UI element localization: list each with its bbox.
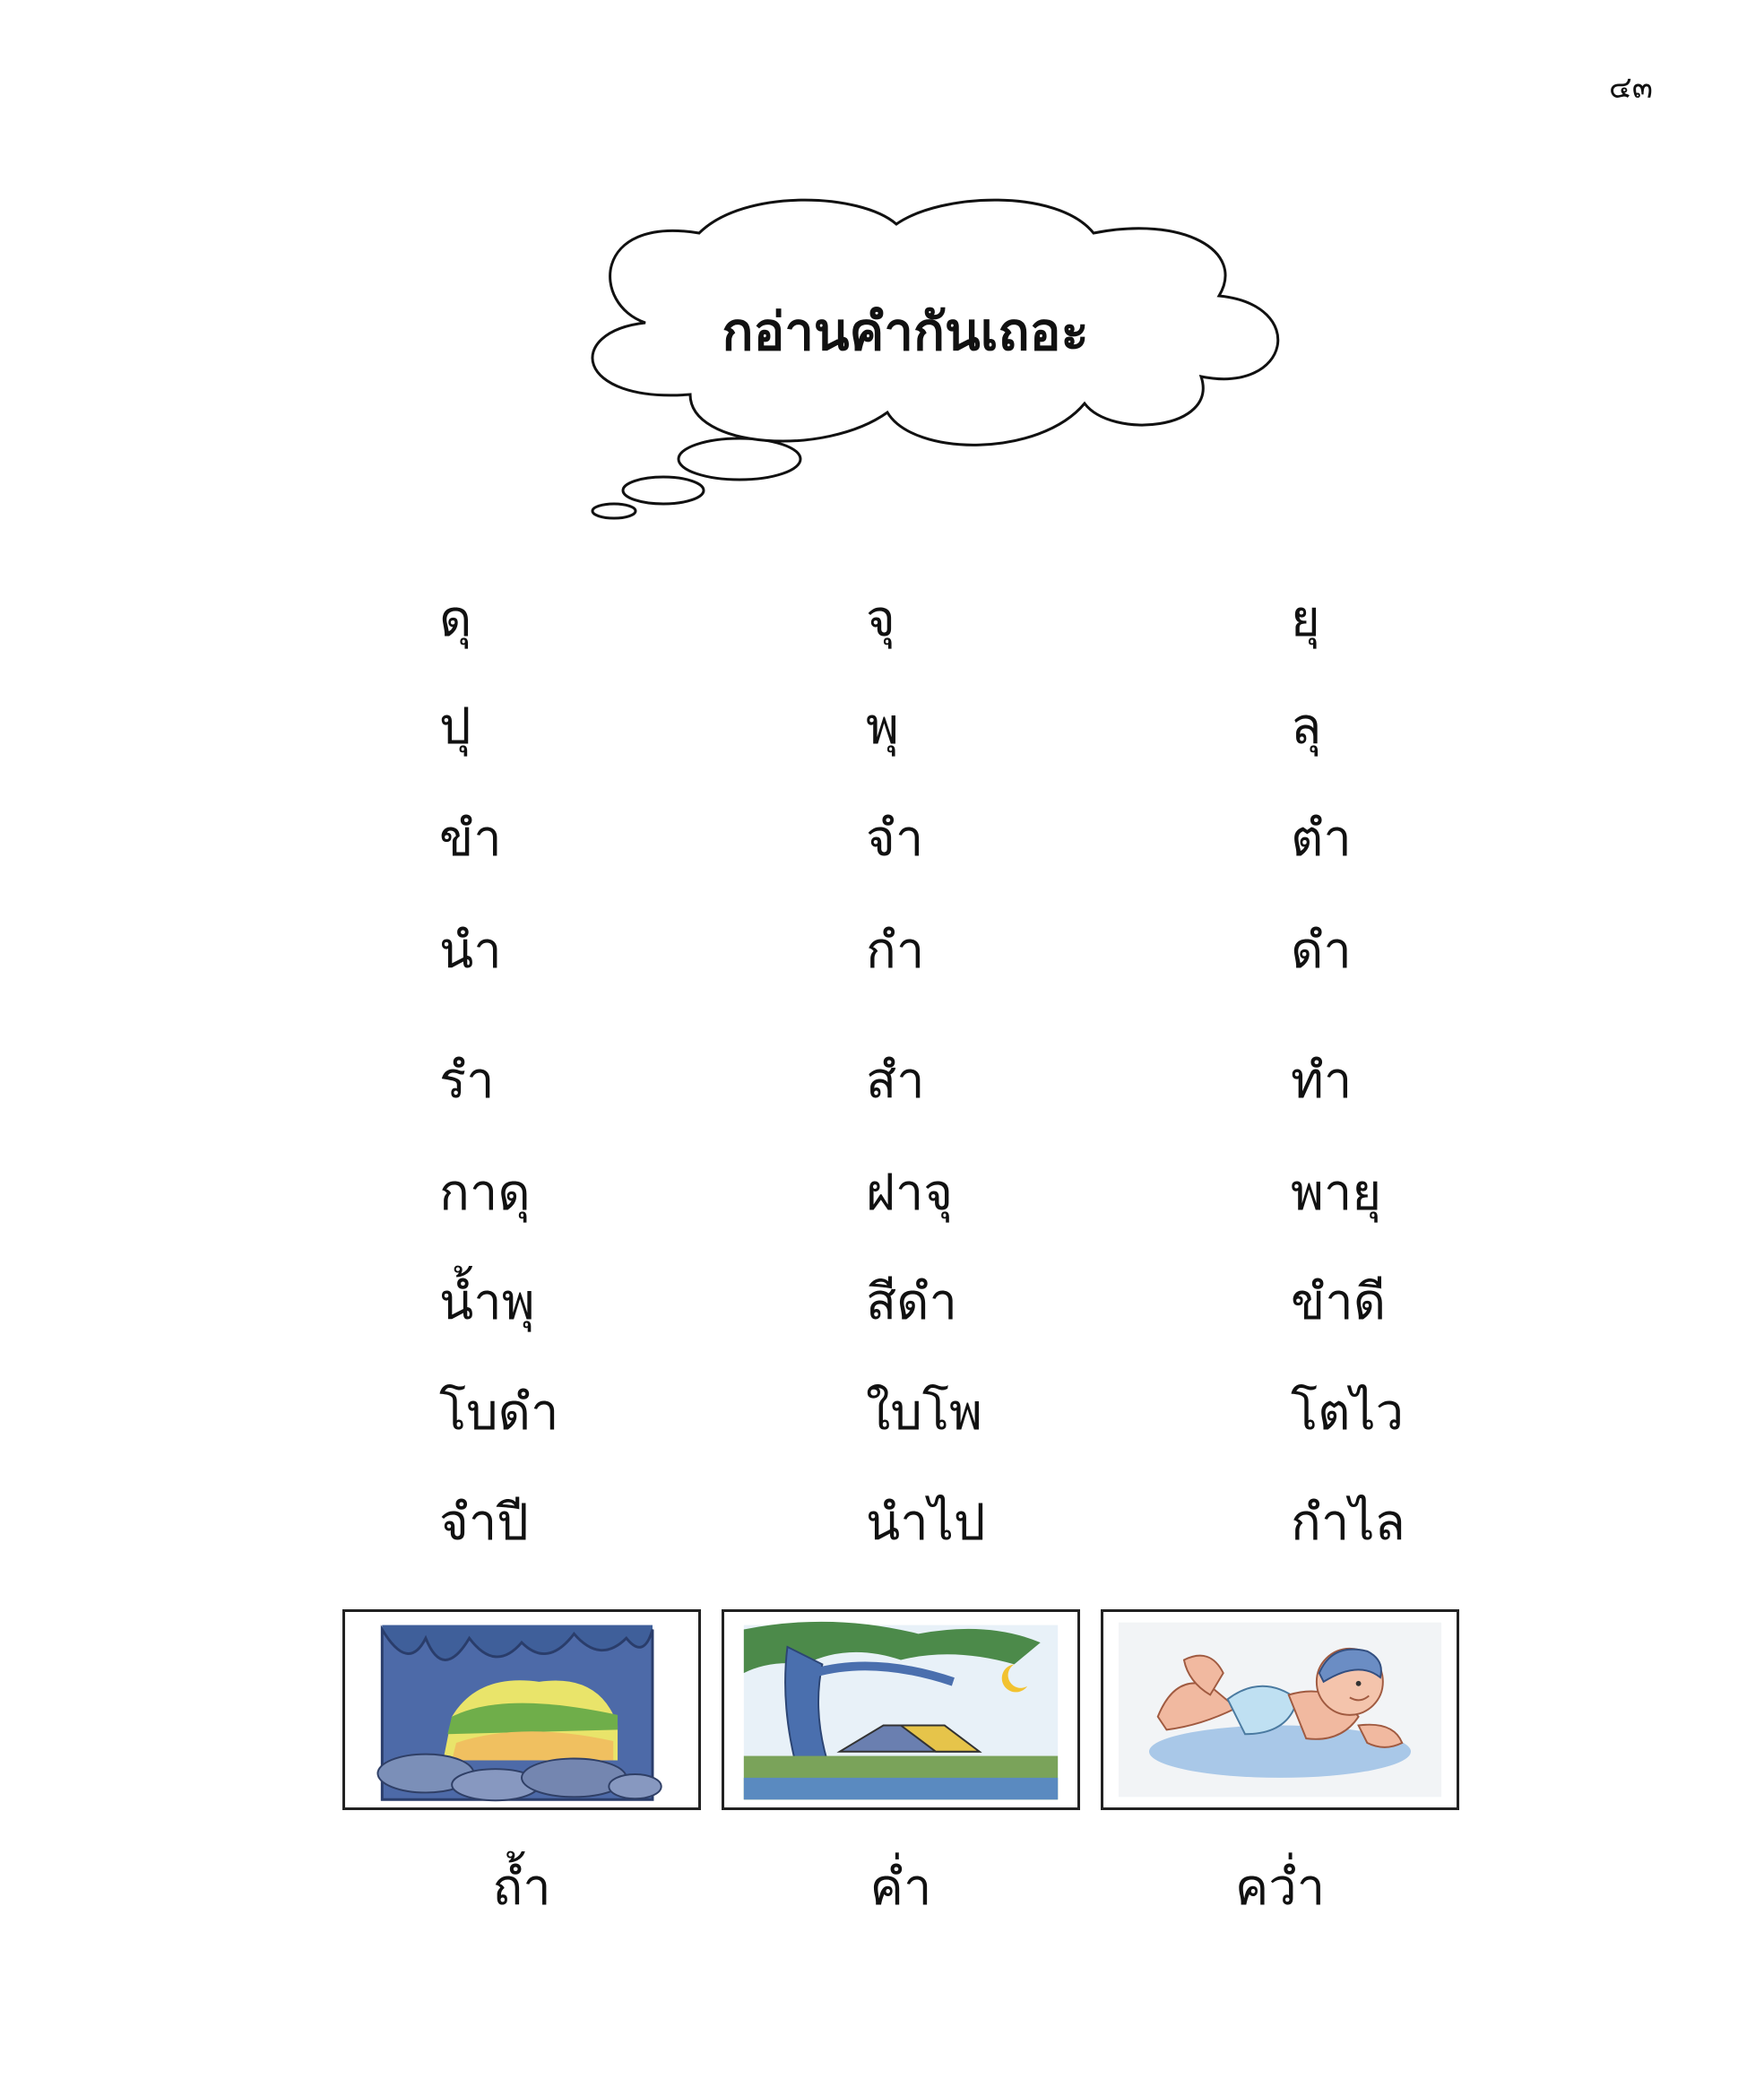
crawling-baby-picture-frame [1101, 1609, 1459, 1810]
word-item: กำไล [1291, 1494, 1405, 1552]
night-tree-icon [724, 1612, 1077, 1807]
word-item: โบดำ [439, 1383, 559, 1442]
word-item: กำ [866, 922, 925, 980]
cave-picture-frame [342, 1609, 701, 1810]
word-item: นำไป [866, 1494, 986, 1552]
word-item: กาดุ [439, 1164, 531, 1222]
cave-icon [345, 1612, 698, 1807]
page-number: ๔๓ [1609, 70, 1653, 106]
word-item: ปุ [439, 698, 471, 756]
word-item: ตำ [1291, 810, 1352, 868]
word-item: ลุ [1291, 698, 1322, 756]
word-item: ฝาจุ [866, 1164, 954, 1222]
word-item: โตไว [1291, 1383, 1405, 1442]
page-title: กอ่านคำกันเถอะ [722, 301, 1089, 362]
word-item: จำ [866, 810, 924, 868]
word-item: พุ [866, 698, 899, 756]
word-item: พายุ [1291, 1164, 1382, 1222]
word-item: ใบโพ [866, 1383, 982, 1442]
word-item: ทำ [1291, 1052, 1353, 1110]
word-item: ขำดี [1291, 1273, 1387, 1331]
word-item: สำ [866, 1052, 925, 1110]
picture-caption: คว่ำ [1234, 1859, 1326, 1917]
word-item: ดุ [439, 590, 472, 648]
word-item: นำ [439, 922, 502, 980]
word-item: รำ [439, 1052, 495, 1110]
night-tree-picture-frame [722, 1609, 1080, 1810]
word-item: จุ [866, 590, 895, 648]
word-item: จำปี [439, 1494, 529, 1552]
picture-caption: ค่ำ [869, 1859, 932, 1917]
word-item: ดำ [1291, 922, 1352, 980]
word-item: ขำ [439, 810, 502, 868]
crawling-baby-icon [1103, 1612, 1457, 1807]
word-item: น้ำพุ [439, 1273, 535, 1331]
word-item: ยุ [1291, 590, 1320, 648]
word-item: สีดำ [866, 1273, 957, 1331]
picture-caption: ถ้ำ [492, 1859, 551, 1917]
